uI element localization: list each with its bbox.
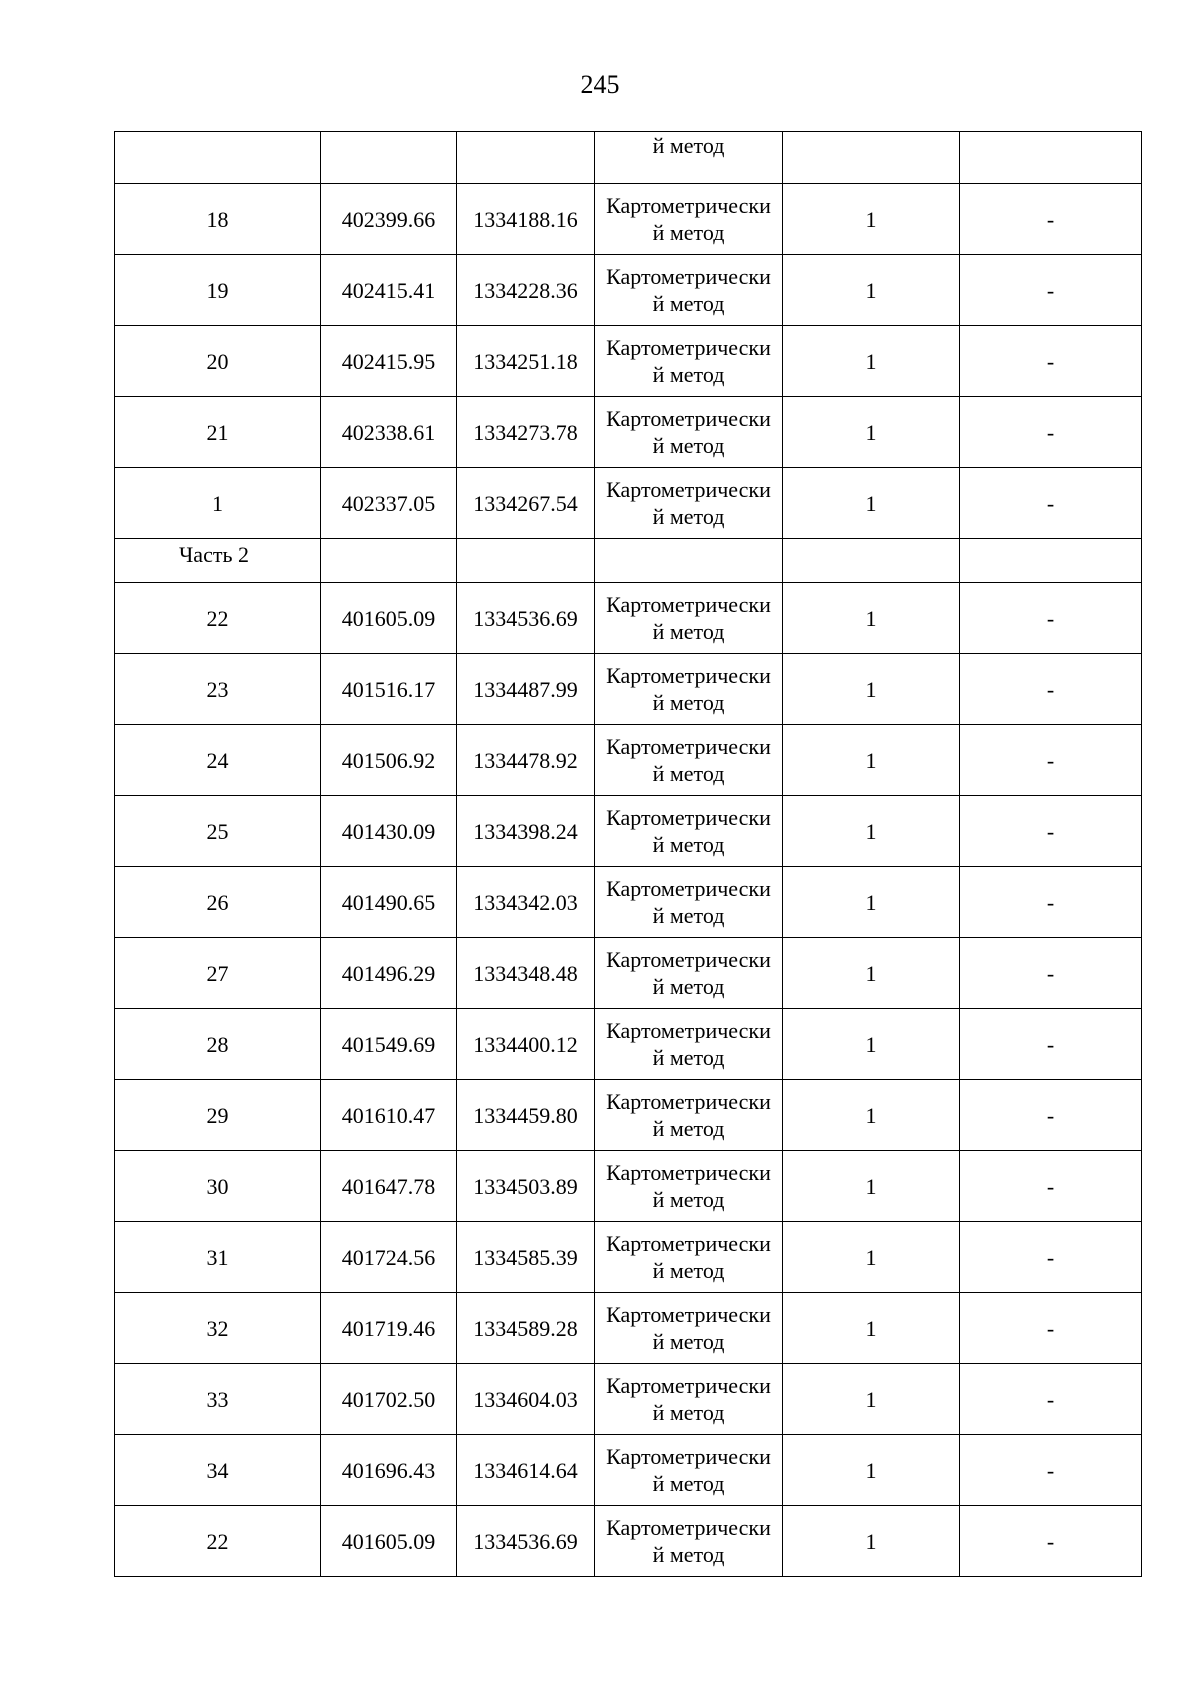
cell-x-coordinate: 401647.78 [321,1151,457,1222]
cell-accuracy: 1 [783,796,960,867]
cell-point-number: 22 [115,583,321,654]
cell-accuracy: 1 [783,1506,960,1577]
cell-y-coordinate: 1334398.24 [457,796,595,867]
cell-x-coordinate: 401490.65 [321,867,457,938]
cell-y-coordinate: 1334228.36 [457,255,595,326]
cell-y-coordinate: 1334536.69 [457,583,595,654]
cell-y-coordinate: 1334503.89 [457,1151,595,1222]
cell-point-number: 26 [115,867,321,938]
cell-method [595,1080,783,1151]
cell-point-number: 20 [115,326,321,397]
table-row [115,1080,1142,1151]
table-row [115,468,1142,539]
method-line-1: Картометрически [606,947,771,972]
table-row [115,1222,1142,1293]
method-line-1: Картометрически [606,406,771,431]
method-line-2: й метод [652,974,725,999]
cell-method [595,725,783,796]
cell-point-number: 34 [115,1435,321,1506]
cell-accuracy: 1 [783,938,960,1009]
method-line-2: й метод [652,832,725,857]
part-empty-cell [960,539,1142,583]
cell-x-coordinate: 401702.50 [321,1364,457,1435]
cell-note: - [960,1293,1142,1364]
cell-accuracy: 1 [783,1435,960,1506]
table-row [115,867,1142,938]
cell-y-coordinate: 1334348.48 [457,938,595,1009]
method-line-1: Картометрически [606,876,771,901]
cell-accuracy: 1 [783,326,960,397]
method-line-1: Картометрически [606,1231,771,1256]
table-row [115,583,1142,654]
cell-point-number: 18 [115,184,321,255]
cell-y-coordinate: 1334487.99 [457,654,595,725]
cell-x-coordinate: 401430.09 [321,796,457,867]
cell-point-number: 24 [115,725,321,796]
method-line-1: Картометрически [606,663,771,688]
method-line-1: Картометрически [606,734,771,759]
table-row [115,725,1142,796]
method-line-1: Картометрически [606,1302,771,1327]
cell-point-number: 31 [115,1222,321,1293]
cell-method [595,255,783,326]
method-line-2: й метод [652,1400,725,1425]
cell-method-continuation: й метод [595,132,783,184]
cell-note-empty [960,132,1142,184]
method-line-1: Картометрически [606,1515,771,1540]
cell-x-coordinate: 402338.61 [321,397,457,468]
method-line-2: й метод [652,291,725,316]
cell-accuracy: 1 [783,184,960,255]
cell-y-empty [457,132,595,184]
cell-y-coordinate: 1334267.54 [457,468,595,539]
cell-point-empty [115,132,321,184]
table-row [115,654,1142,725]
method-line-1: Картометрически [606,805,771,830]
cell-y-coordinate: 1334342.03 [457,867,595,938]
method-line-2: й метод [652,1329,725,1354]
cell-x-coordinate: 401605.09 [321,583,457,654]
cell-y-coordinate: 1334536.69 [457,1506,595,1577]
method-line-1: Картометрически [606,477,771,502]
cell-point-number: 29 [115,1080,321,1151]
cell-y-coordinate: 1334400.12 [457,1009,595,1080]
part-empty-cell [321,539,457,583]
cell-method [595,938,783,1009]
cell-note: - [960,184,1142,255]
cell-point-number: 25 [115,796,321,867]
part-empty-cell [783,539,960,583]
page-number: 245 [580,70,620,99]
cell-accuracy: 1 [783,867,960,938]
table-row [115,938,1142,1009]
cell-x-coordinate: 402415.95 [321,326,457,397]
cell-point-number: 32 [115,1293,321,1364]
cell-x-coordinate: 401724.56 [321,1222,457,1293]
cell-note: - [960,796,1142,867]
table-row [115,796,1142,867]
cell-x-coordinate: 401605.09 [321,1506,457,1577]
cell-note: - [960,583,1142,654]
cell-method [595,1009,783,1080]
cell-x-coordinate: 402399.66 [321,184,457,255]
cell-point-number: 23 [115,654,321,725]
method-line-1: Картометрически [606,264,771,289]
table-row [115,326,1142,397]
cell-y-coordinate: 1334614.64 [457,1435,595,1506]
cell-note: - [960,397,1142,468]
method-line-2: й метод [652,504,725,529]
cell-accuracy: 1 [783,397,960,468]
cell-point-number: 1 [115,468,321,539]
cell-y-coordinate: 1334604.03 [457,1364,595,1435]
cell-method [595,468,783,539]
cell-accuracy: 1 [783,1293,960,1364]
method-line-1: Картометрически [606,1089,771,1114]
cell-accuracy: 1 [783,1009,960,1080]
cell-accuracy: 1 [783,725,960,796]
cell-x-empty [321,132,457,184]
coordinates-table-body [115,132,1142,1577]
cell-y-coordinate: 1334188.16 [457,184,595,255]
table-row [115,1293,1142,1364]
cell-y-coordinate: 1334478.92 [457,725,595,796]
cell-method [595,184,783,255]
part-label: Часть 2 [115,539,321,583]
cell-note: - [960,255,1142,326]
cell-point-number: 33 [115,1364,321,1435]
cell-accuracy: 1 [783,255,960,326]
cell-method [595,397,783,468]
cell-method [595,1364,783,1435]
cell-accuracy: 1 [783,583,960,654]
method-line-2: й метод [652,903,725,928]
cell-accuracy: 1 [783,468,960,539]
cell-note: - [960,938,1142,1009]
cell-note: - [960,725,1142,796]
cell-note: - [960,1506,1142,1577]
method-line-1: Картометрически [606,193,771,218]
method-line-2: й метод [652,362,725,387]
method-line-2: й метод [652,433,725,458]
cell-note: - [960,1222,1142,1293]
cell-accuracy-empty [783,132,960,184]
method-line-2: й метод [652,690,725,715]
table-row [115,1506,1142,1577]
cell-note: - [960,867,1142,938]
method-line-2: й метод [652,1116,725,1141]
method-line-2: й метод [652,761,725,786]
cell-note: - [960,654,1142,725]
method-line-2: й метод [652,1258,725,1283]
cell-accuracy: 1 [783,1080,960,1151]
cell-x-coordinate: 401516.17 [321,654,457,725]
cell-method [595,1506,783,1577]
method-line-1: Картометрически [606,335,771,360]
method-line-2: й метод [652,619,725,644]
cell-note: - [960,1151,1142,1222]
cell-method [595,867,783,938]
cell-note: - [960,1364,1142,1435]
part-empty-cell [595,539,783,583]
cell-point-number: 27 [115,938,321,1009]
cell-method [595,796,783,867]
method-line-1: Картометрически [606,1444,771,1469]
table-row [115,255,1142,326]
coordinates-table [114,131,1142,1577]
method-line-1: Картометрически [606,1373,771,1398]
cell-y-coordinate: 1334273.78 [457,397,595,468]
cell-method [595,1151,783,1222]
cell-x-coordinate: 402337.05 [321,468,457,539]
cell-note: - [960,1009,1142,1080]
cell-method [595,1222,783,1293]
method-line-2: й метод [652,1471,725,1496]
method-line-2: й метод [652,1187,725,1212]
table-row [115,397,1142,468]
cell-note: - [960,326,1142,397]
cell-point-number: 21 [115,397,321,468]
cell-method [595,1435,783,1506]
table-row [115,1009,1142,1080]
cell-x-coordinate: 401610.47 [321,1080,457,1151]
part-empty-cell [457,539,595,583]
cell-point-number: 22 [115,1506,321,1577]
cell-y-coordinate: 1334459.80 [457,1080,595,1151]
method-line-2: й метод [652,1045,725,1070]
cell-accuracy: 1 [783,1364,960,1435]
table-row [115,1364,1142,1435]
cell-method [595,654,783,725]
cell-x-coordinate: 401549.69 [321,1009,457,1080]
method-line-2: й метод [652,1542,725,1567]
method-line-2: й метод [652,220,725,245]
cell-x-coordinate: 401719.46 [321,1293,457,1364]
cell-note: - [960,468,1142,539]
cell-note: - [960,1080,1142,1151]
cell-y-coordinate: 1334589.28 [457,1293,595,1364]
cell-x-coordinate: 401496.29 [321,938,457,1009]
cell-accuracy: 1 [783,1222,960,1293]
method-line-1: Картометрически [606,1018,771,1043]
table-row [115,1435,1142,1506]
cell-accuracy: 1 [783,654,960,725]
table-row [115,1151,1142,1222]
method-line-1: Картометрически [606,592,771,617]
cell-x-coordinate: 401506.92 [321,725,457,796]
cell-y-coordinate: 1334585.39 [457,1222,595,1293]
table-row [115,184,1142,255]
method-line-1: Картометрически [606,1160,771,1185]
cell-method [595,326,783,397]
cell-point-number: 30 [115,1151,321,1222]
cell-point-number: 28 [115,1009,321,1080]
cell-x-coordinate: 401696.43 [321,1435,457,1506]
cell-method [595,583,783,654]
cell-point-number: 19 [115,255,321,326]
continuation-row [115,132,1142,184]
cell-y-coordinate: 1334251.18 [457,326,595,397]
cell-note: - [960,1435,1142,1506]
cell-x-coordinate: 402415.41 [321,255,457,326]
cell-accuracy: 1 [783,1151,960,1222]
cell-method [595,1293,783,1364]
part-header-row [115,539,1142,583]
